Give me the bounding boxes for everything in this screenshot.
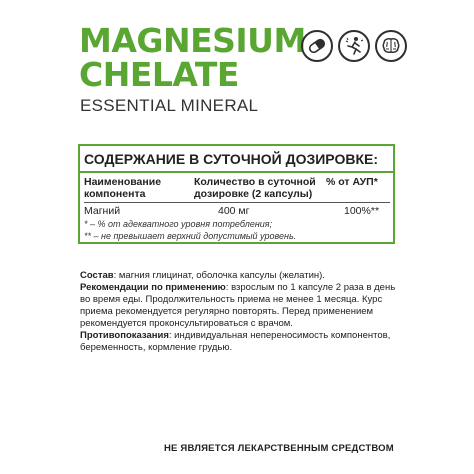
- composition-text: : магния глицинат, оболочка капсулы (желатин).: [113, 270, 325, 281]
- composition-label: Состав: [80, 270, 114, 281]
- recommendation-text: : взрослым по 1 капсуле 2 раза в день во время еды. Продолжительность приема не менее 1 месяца. Курс приема рекомендуется регулярно повторять. Перед применением рекомендуется проконсультироваться с врачом.: [80, 282, 396, 329]
- cell-percent: 100%**: [344, 205, 380, 217]
- pill-icon: [301, 30, 333, 62]
- recommendation-paragraph: [80, 282, 398, 330]
- column-header-amount: Количество в суточной дозировке (2 капсулы): [194, 176, 316, 200]
- product-title-line2: CHELATE: [79, 55, 239, 94]
- recommendation-label: Рекомендации по применению: [80, 282, 226, 293]
- product-title: [79, 21, 306, 94]
- column-header-percent: % от АУП*: [326, 176, 378, 188]
- daily-dose-table: [78, 144, 395, 244]
- person-activity-icon: [338, 30, 370, 62]
- footnote-2: ** – не превышает верхний допустимый уровень.: [84, 231, 297, 241]
- not-medicine-note: НЕ ЯВЛЯЕТСЯ ЛЕКАРСТВЕННЫМ СРЕДСТВОМ: [164, 443, 394, 454]
- contraindications-paragraph: [80, 330, 398, 354]
- contraindications-label: Противопоказания: [80, 330, 169, 341]
- footnote-1: * – % от адекватного уровня потребления;: [84, 219, 273, 229]
- product-title-line1: MAGNESIUM: [79, 21, 306, 60]
- contraindications-text: : индивидуальная непереносимость компонентов, беременность, кормление грудью.: [80, 330, 391, 353]
- table-heading: СОДЕРЖАНИЕ В СУТОЧНОЙ ДОЗИРОВКЕ:: [80, 146, 393, 173]
- brain-icon: [375, 30, 407, 62]
- feature-icons: [301, 30, 407, 62]
- cell-component-name: Магний: [84, 205, 121, 217]
- column-header-component: Наименование компонента: [84, 176, 162, 200]
- composition-paragraph: [80, 270, 398, 282]
- product-subtitle: ESSENTIAL MINERAL: [80, 96, 259, 115]
- table-divider: [84, 202, 390, 203]
- product-info: [80, 270, 398, 354]
- cell-amount: 400 мг: [218, 205, 250, 217]
